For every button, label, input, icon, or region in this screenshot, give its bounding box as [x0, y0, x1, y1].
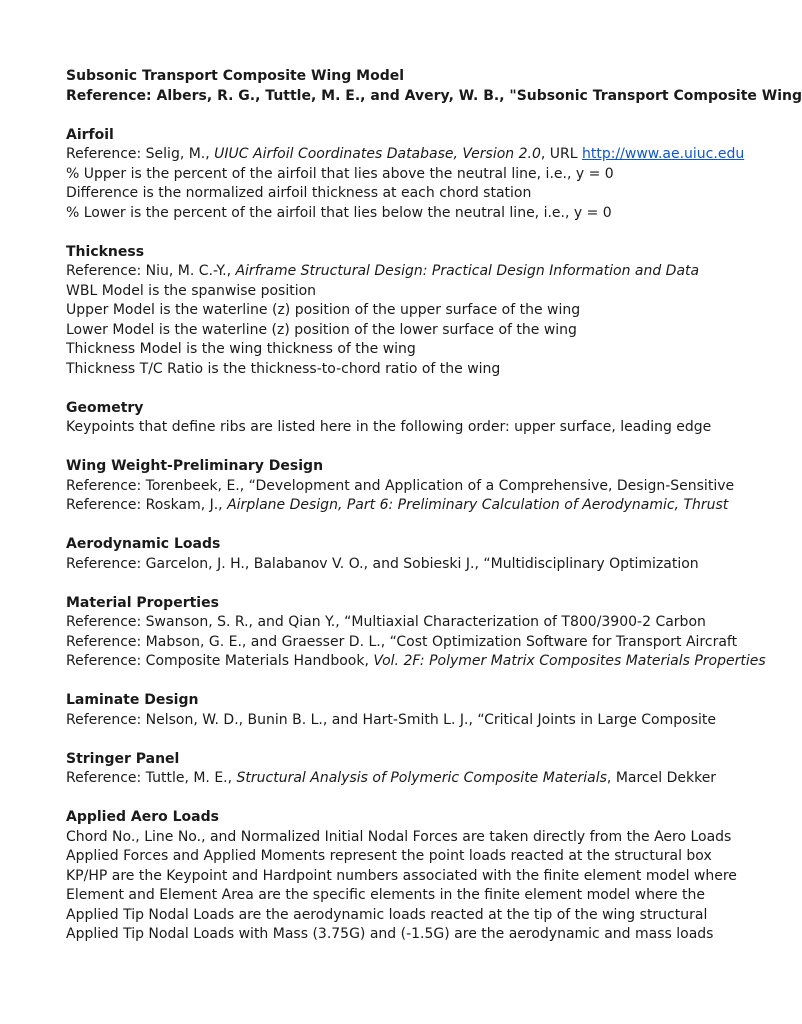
section-spacer: [66, 789, 696, 809]
section-heading-applied-aero-loads: Applied Aero Loads: [66, 809, 219, 825]
line-text: % Upper is the percent of the airfoil that lies above the neutral line, i.e., y = 0: [66, 165, 614, 182]
line-italic-title: Structural Analysis of Polymeric Composite Materials: [236, 770, 607, 786]
section-line: [66, 360, 696, 380]
line-text: Lower Model is the waterline (z) position of the lower surface of the wing: [66, 321, 577, 338]
section-line: [66, 555, 699, 575]
section-spacer: [66, 730, 696, 750]
line-text: Chord No., Line No., and Normalized Initial Nodal Forces are taken directly from the Aero Loads: [66, 828, 732, 845]
section-line: [66, 340, 696, 360]
section-heading-geometry: Geometry: [66, 399, 144, 416]
line-text: Thickness Model is the wing thickness of the wing: [66, 341, 416, 357]
section-line: [66, 847, 712, 867]
line-suffix: , URL: [540, 146, 582, 162]
section-line: [66, 886, 706, 906]
section-line: [66, 321, 696, 341]
section-line: [66, 301, 696, 321]
section-spacer: [66, 106, 696, 126]
line-text: Applied Tip Nodal Loads are the aerodynamic loads reacted at the tip of the wing structural: [66, 906, 708, 923]
section-spacer: [66, 379, 696, 399]
line-italic-title: UIUC Airfoil Coordinates Database, Version 2.0: [214, 146, 541, 162]
section-line: [66, 418, 712, 438]
section-line: [66, 633, 738, 653]
section-line: [66, 282, 696, 302]
line-text: KP/HP are the Keypoint and Hardpoint numbers associated with the finite element model where: [66, 867, 737, 884]
line-suffix: , Marcel Dekker: [606, 770, 717, 786]
line-text: Thickness T/C Ratio is the thickness-to-chord ratio of the wing: [66, 360, 501, 377]
line-text: Reference: Garcelon, J. H., Balabanov V. O., and Sobieski J., “Multidisciplinary Optimization: [66, 555, 699, 572]
line-text: Reference: Selig, M.,: [66, 146, 215, 162]
section-line: [66, 184, 696, 204]
line-italic-title: Airplane Design, Part 6: Preliminary Calculation of Aerodynamic, Thrust: [227, 497, 729, 513]
section-line: [66, 925, 714, 945]
line-text: Applied Tip Nodal Loads with Mass (3.75G) and (-1.5G) are the aerodynamic and mass loads: [66, 926, 714, 942]
section-line: [66, 769, 717, 789]
section-line: [66, 652, 766, 672]
section-line: [66, 477, 735, 497]
section-heading-material-properties: Material Properties: [66, 594, 219, 611]
line-text: Applied Forces and Applied Moments represent the point loads reacted at the structural box: [66, 848, 712, 864]
line-text: Element and Element Area are the specific elements in the finite element model where the: [66, 887, 706, 903]
line-italic-title: Airframe Structural Design: Practical Design Information and Data: [235, 263, 700, 279]
line-text: Reference: Composite Materials Handbook,: [66, 653, 374, 669]
section-line: [66, 613, 706, 633]
section-spacer: [66, 672, 696, 692]
section-line: [66, 867, 737, 887]
section-heading-wing-weight-preliminary-design: Wing Weight-Preliminary Design: [66, 458, 324, 474]
line-text: % Lower is the percent of the airfoil that lies below the neutral line, i.e., y = 0: [66, 204, 612, 221]
line-text: Upper Model is the waterline (z) position of the upper surface of the wing: [66, 302, 581, 318]
line-text: Reference: Torenbeek, E., “Development and Application of a Comprehensive, Design-Sensitive: [66, 477, 735, 494]
sections-container: [66, 106, 766, 945]
line-italic-title: Vol. 2F: Polymer Matrix Composites Materials Properties: [373, 653, 766, 669]
line-text: Reference: Niu, M. C.-Y.,: [66, 263, 236, 279]
section-spacer: [66, 438, 696, 458]
main-reference: Reference: Albers, R. G., Tuttle, M. E., and Avery, W. B., "Subsonic Transport Composite Wing: [66, 87, 802, 104]
section-heading-aerodynamic-loads: Aerodynamic Loads: [66, 536, 221, 552]
section-heading-airfoil: Airfoil: [66, 126, 114, 143]
line-text: Reference: Nelson, W. D., Bunin B. L., and Hart-Smith L. J., “Critical Joints in Large Composite: [66, 711, 716, 728]
section-line: [66, 204, 696, 224]
section-heading-laminate-design: Laminate Design: [66, 692, 199, 708]
section-line: [66, 145, 745, 165]
line-text: Reference: Swanson, S. R., and Qian Y., “Multiaxial Characterization of T800/3900-2 Carbon: [66, 614, 706, 630]
section-spacer: [66, 516, 696, 536]
line-text: Reference: Roskam, J.,: [66, 497, 228, 513]
section-line: [66, 711, 716, 731]
section-heading-stringer-panel: Stringer Panel: [66, 750, 180, 767]
document-title: Subsonic Transport Composite Wing Model: [66, 68, 405, 84]
line-text: Reference: Tuttle, M. E.,: [66, 770, 237, 786]
url-link[interactable]: http://www.ae.uiuc.edu: [582, 146, 745, 162]
line-text: Keypoints that define ribs are listed here in the following order: upper surface, leading edge: [66, 419, 712, 435]
section-line: [66, 165, 696, 185]
section-heading-thickness: Thickness: [66, 243, 145, 260]
line-text: Reference: Mabson, G. E., and Graesser D. L., “Cost Optimization Software for Transport Aircraft: [66, 633, 738, 650]
section-line: [66, 906, 708, 926]
document-sheet: [66, 67, 802, 945]
section-spacer: [66, 574, 696, 594]
section-line: [66, 262, 700, 282]
section-line: [66, 496, 729, 516]
line-text: WBL Model is the spanwise position: [66, 282, 317, 299]
line-text: Difference is the normalized airfoil thickness at each chord station: [66, 185, 532, 201]
section-line: [66, 828, 732, 848]
section-spacer: [66, 223, 696, 243]
